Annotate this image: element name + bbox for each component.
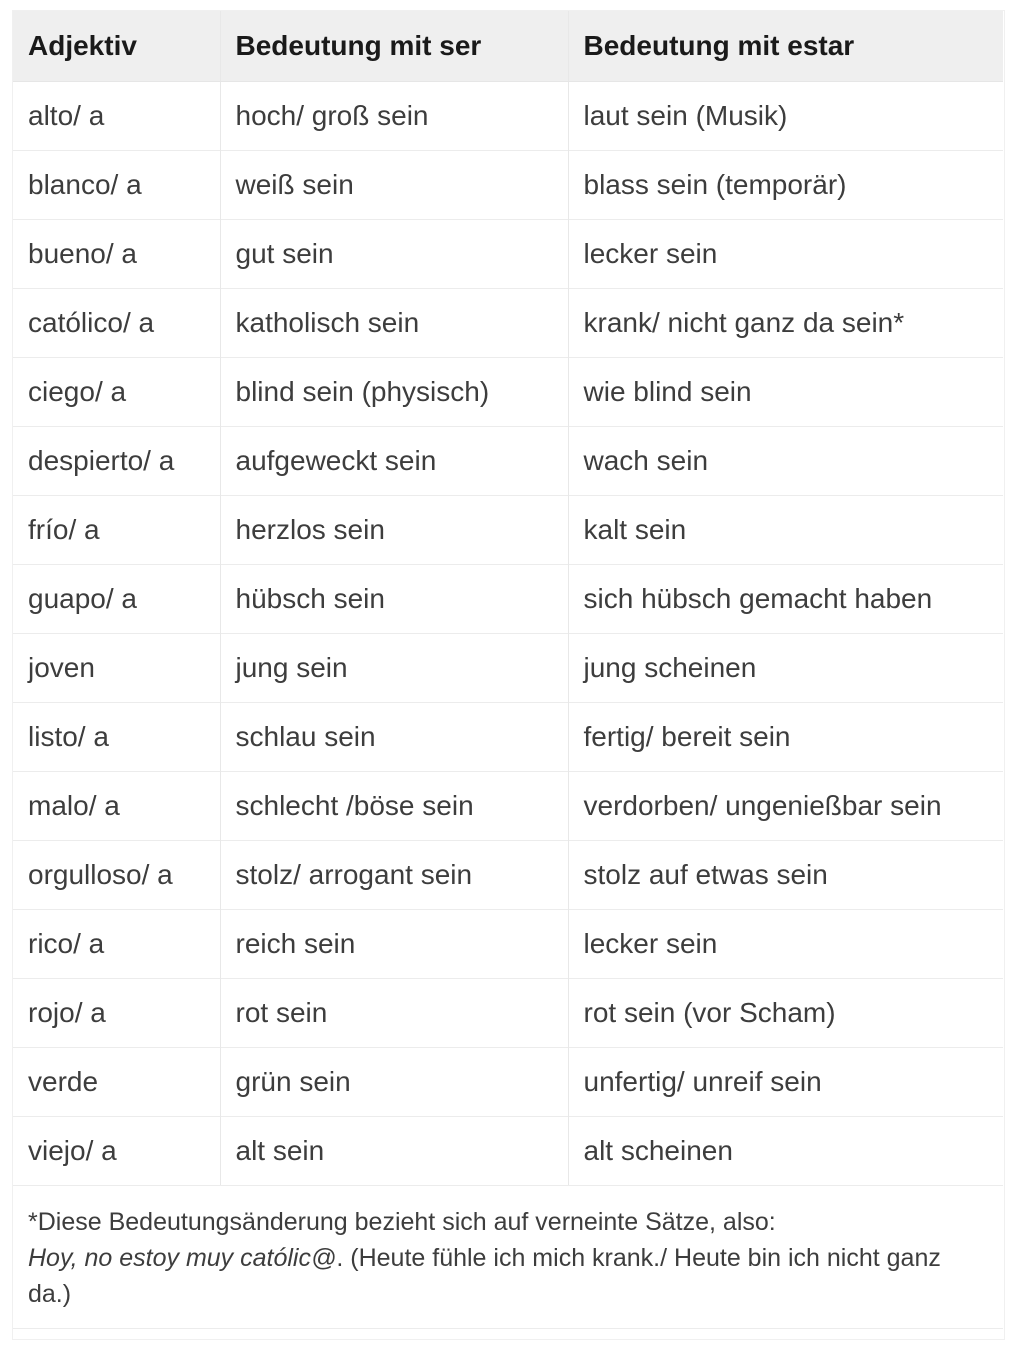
cell-bedeutung-estar: lecker sein: [568, 909, 1003, 978]
cell-bedeutung-ser: hübsch sein: [220, 564, 568, 633]
cell-bedeutung-ser: grün sein: [220, 1047, 568, 1116]
table-row: [13, 357, 1003, 426]
cell-adjektiv: rico/ a: [13, 909, 220, 978]
cell-bedeutung-ser: herzlos sein: [220, 495, 568, 564]
table-row: [13, 426, 1003, 495]
vocabulary-table: [13, 11, 1003, 1185]
footnote-line: *Diese Bedeutungsänderung bezieht sich auf verneinte Sätze, also:: [28, 1208, 776, 1236]
cell-bedeutung-estar: fertig/ bereit sein: [568, 702, 1003, 771]
cell-bedeutung-ser: weiß sein: [220, 150, 568, 219]
cell-adjektiv: joven: [13, 633, 220, 702]
cell-bedeutung-estar: rot sein (vor Scham): [568, 978, 1003, 1047]
cell-bedeutung-estar: lecker sein: [568, 219, 1003, 288]
vocabulary-table-container: [13, 11, 1003, 1329]
table-row: [13, 978, 1003, 1047]
table-row: [13, 840, 1003, 909]
cell-bedeutung-estar: blass sein (temporär): [568, 150, 1003, 219]
cell-bedeutung-estar: kalt sein: [568, 495, 1003, 564]
cell-adjektiv: viejo/ a: [13, 1116, 220, 1185]
table-row: [13, 909, 1003, 978]
cell-bedeutung-estar: wie blind sein: [568, 357, 1003, 426]
cell-adjektiv: blanco/ a: [13, 150, 220, 219]
cell-adjektiv: malo/ a: [13, 771, 220, 840]
cell-adjektiv: orgulloso/ a: [13, 840, 220, 909]
header-bedeutung-estar: Bedeutung mit estar: [568, 11, 1003, 81]
table-row: [13, 771, 1003, 840]
table-row: [13, 219, 1003, 288]
cell-adjektiv: guapo/ a: [13, 564, 220, 633]
cell-bedeutung-ser: hoch/ groß sein: [220, 81, 568, 150]
cell-bedeutung-estar: krank/ nicht ganz da sein*: [568, 288, 1003, 357]
cell-bedeutung-estar: verdorben/ ungenießbar sein: [568, 771, 1003, 840]
cell-bedeutung-ser: rot sein: [220, 978, 568, 1047]
cell-adjektiv: alto/ a: [28, 99, 105, 131]
table-row: [13, 495, 1003, 564]
table-row: [13, 150, 1003, 219]
cell-bedeutung-ser: blind sein (physisch): [220, 357, 568, 426]
cell-bedeutung-estar: sich hübsch gemacht haben: [568, 564, 1003, 633]
table-row: [13, 1047, 1003, 1116]
table-header: [13, 11, 1003, 81]
cell-bedeutung-ser: schlecht /böse sein: [220, 771, 568, 840]
cell-bedeutung-estar: stolz auf etwas sein: [568, 840, 1003, 909]
cell-bedeutung-ser: gut sein: [220, 219, 568, 288]
cell-adjektiv: despierto/ a: [13, 426, 220, 495]
table-row: [13, 702, 1003, 771]
cell-adjektiv: verde: [13, 1047, 220, 1116]
table-row: [13, 81, 1003, 150]
cell-bedeutung-estar: unfertig/ unreif sein: [568, 1047, 1003, 1116]
footnote: [13, 1185, 1003, 1329]
table-row: [13, 564, 1003, 633]
header-row: [13, 11, 1003, 81]
cell-bedeutung-estar: laut sein (Musik): [568, 81, 1003, 150]
cell-adjektiv: católico/ a: [13, 288, 220, 357]
cell-bedeutung-estar: wach sein: [568, 426, 1003, 495]
cell-bedeutung-ser: aufgeweckt sein: [220, 426, 568, 495]
cell-bedeutung-ser: jung sein: [220, 633, 568, 702]
cell-bedeutung-ser: schlau sein: [220, 702, 568, 771]
cell-bedeutung-estar: alt scheinen: [568, 1116, 1003, 1185]
header-adjektiv: Adjektiv: [13, 11, 220, 81]
table-row: [13, 633, 1003, 702]
cell-adjektiv: ciego/ a: [13, 357, 220, 426]
cell-bedeutung-ser: katholisch sein: [220, 288, 568, 357]
table-row: [13, 1116, 1003, 1185]
cell-adjektiv: frío/ a: [13, 495, 220, 564]
cell-adjektiv: listo/ a: [13, 702, 220, 771]
cell-bedeutung-ser: stolz/ arrogant sein: [220, 840, 568, 909]
cell-adjektiv: rojo/ a: [13, 978, 220, 1047]
footnote-example-spanish: Hoy, no estoy muy católic@: [28, 1244, 337, 1272]
footnote-example: [28, 1240, 988, 1312]
cell-bedeutung-ser: reich sein: [220, 909, 568, 978]
cell-bedeutung-estar: jung scheinen: [568, 633, 1003, 702]
cell-bedeutung-ser: alt sein: [220, 1116, 568, 1185]
table-row: [13, 288, 1003, 357]
cell-adjektiv: bueno/ a: [13, 219, 220, 288]
table-body: [13, 81, 1003, 1185]
footnote-example-translation: . (Heute fühle ich mich krank./ Heute bin ich nicht ganz da.): [28, 1244, 941, 1308]
header-bedeutung-ser: Bedeutung mit ser: [220, 11, 568, 81]
